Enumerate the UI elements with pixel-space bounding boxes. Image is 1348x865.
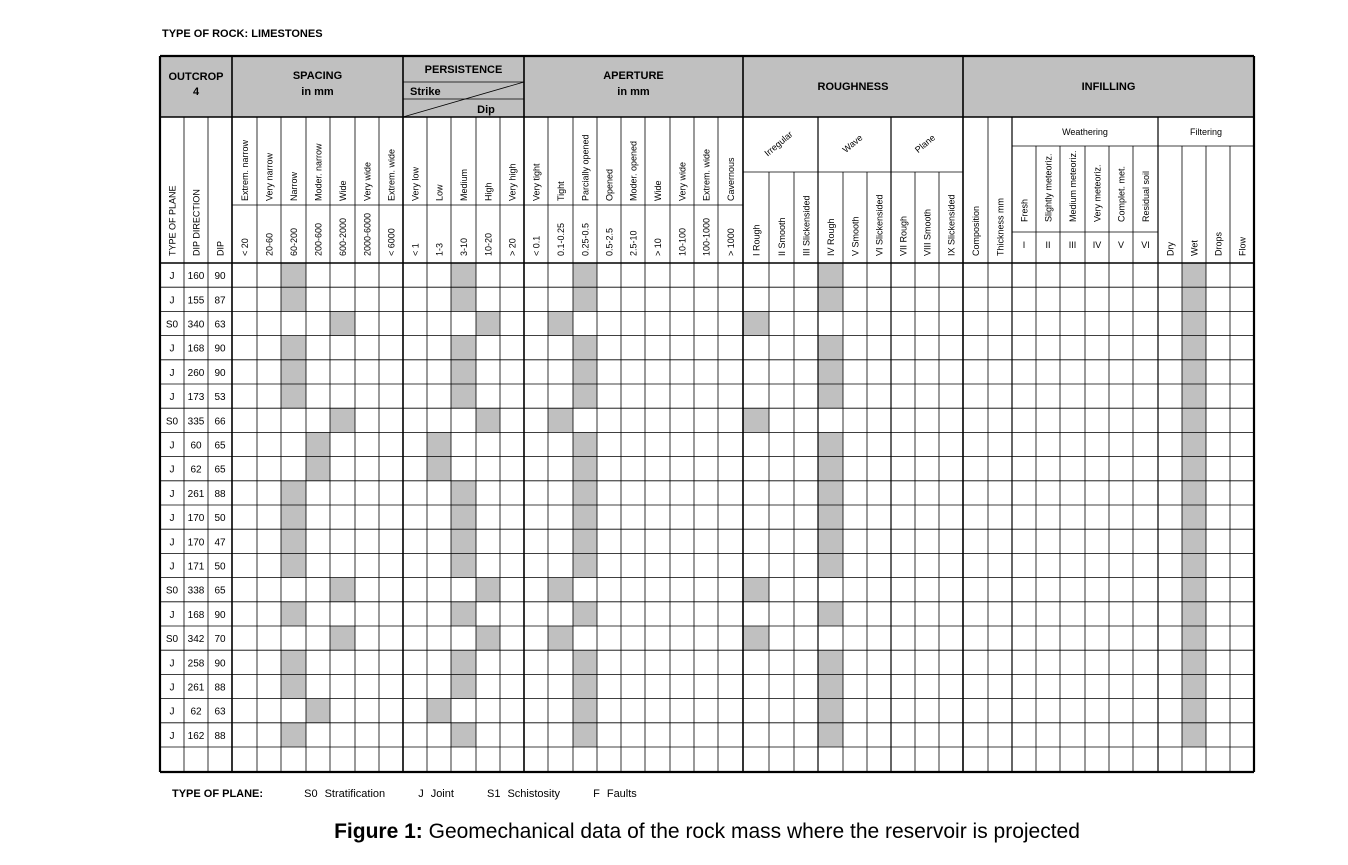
spacing-mark [281, 360, 306, 384]
strike-label: Strike [410, 86, 441, 98]
spacing-mark [281, 505, 306, 529]
spacing-range: 600-2000 [338, 217, 348, 256]
spacing-mark [330, 578, 355, 602]
roughness-name: VI Slickensided [874, 194, 885, 256]
plane-type-cell: J [169, 658, 175, 670]
dip-cell: 70 [214, 634, 226, 646]
spacing-mark [281, 263, 306, 287]
spacing-mark [306, 699, 330, 723]
persistence-mark [451, 553, 476, 577]
persistence-range: < 1 [410, 243, 421, 256]
aperture-mark [548, 311, 573, 335]
dip-cell: 50 [214, 513, 226, 525]
persistence-name: Medium [459, 168, 469, 201]
infilling-header: INFILLING [1081, 81, 1136, 93]
aperture-mark [573, 432, 597, 456]
weathering-header: Weathering [1062, 127, 1108, 137]
plane-type-cell: J [169, 367, 175, 379]
spacing-name: Extrem. narrow [240, 139, 250, 201]
dip-cell: 88 [214, 488, 226, 500]
plane-type-cell: J [169, 609, 175, 621]
filtering-mark [1182, 529, 1206, 553]
filtering-mark [1182, 287, 1206, 311]
roughness-mark [818, 529, 843, 553]
roughness-name: I Rough [751, 224, 762, 256]
dip-cell: 65 [214, 440, 226, 452]
dip-direction-cell: 261 [187, 488, 205, 500]
spacing-mark [306, 432, 330, 456]
weathering-name: Medium meteoriz. [1068, 150, 1078, 222]
plane-type-cell: J [169, 537, 175, 549]
dip-direction-cell: 62 [190, 706, 202, 718]
dip-direction-cell: 258 [187, 658, 205, 670]
persistence-mark [451, 287, 476, 311]
persistence-range: 3-10 [459, 237, 469, 256]
spacing-range: < 20 [240, 238, 250, 256]
aperture-range: 2.5-10 [628, 230, 639, 256]
dip-direction-cell: 261 [187, 682, 205, 694]
persistence-header: PERSISTENCE [424, 64, 503, 76]
filtering-mark [1182, 360, 1206, 384]
plane-type-legend [172, 788, 667, 800]
roughness-mark [818, 674, 843, 698]
plane-type-cell: S0 [165, 585, 179, 597]
filtering-mark [1182, 384, 1206, 408]
aperture-range: 0.25-0.5 [580, 222, 591, 256]
spacing-mark [281, 553, 306, 577]
aperture-mark [573, 287, 597, 311]
persistence-range: 10-20 [483, 232, 494, 256]
aperture-name: Very wide [677, 161, 688, 201]
roughness-header: ROUGHNESS [817, 81, 889, 93]
roughness-name: III Slickensided [801, 195, 812, 256]
id-column-label: DIP [215, 240, 226, 256]
persistence-name: Very low [410, 166, 421, 201]
persistence-mark [451, 263, 476, 287]
dip-cell: 90 [214, 343, 226, 355]
aperture-mark [573, 263, 597, 287]
wave-label: Wave [840, 132, 865, 155]
spacing-mark [281, 723, 306, 747]
roughness-name: IV Rough [826, 218, 836, 256]
persistence-mark [451, 723, 476, 747]
weathering-grade: V [1117, 240, 1125, 250]
legend-item-j: J Joint [418, 788, 454, 800]
spacing-mark [281, 650, 306, 674]
spacing-name: Very narrow [264, 152, 275, 201]
roughness-mark [743, 408, 769, 432]
outcrop-number: 4 [192, 86, 200, 98]
persistence-range: > 20 [507, 238, 518, 256]
roughness-mark [818, 699, 843, 723]
weathering-grade: I [1022, 240, 1026, 250]
aperture-range: 0.1-0.25 [556, 222, 566, 256]
plane-label: Plane [913, 132, 938, 155]
persistence-mark [476, 578, 500, 602]
aperture-mark [548, 408, 573, 432]
thickness-label: Thickness mm [995, 197, 1006, 256]
roughness-mark [818, 336, 843, 360]
aperture-mark [573, 384, 597, 408]
plane-type-cell: J [169, 464, 175, 476]
filtering-mark [1182, 263, 1206, 287]
spacing-mark [281, 336, 306, 360]
dip-direction-cell: 340 [187, 319, 205, 331]
aperture-mark [573, 505, 597, 529]
dip-direction-cell: 171 [187, 561, 205, 573]
dip-direction-cell: 260 [187, 367, 205, 379]
roughness-mark [818, 457, 843, 481]
spacing-header: SPACING [292, 70, 343, 82]
weathering-name: Slightly meteoriz. [1043, 153, 1054, 222]
dip-cell: 90 [214, 367, 226, 379]
dip-cell: 88 [214, 730, 226, 742]
spacing-range: 2000-6000 [362, 212, 373, 256]
aperture-mark [548, 578, 573, 602]
persistence-mark [451, 529, 476, 553]
spacing-name: Very wide [362, 161, 373, 201]
plane-type-cell: S0 [165, 634, 179, 646]
filtering-mark [1182, 650, 1206, 674]
aperture-mark [573, 457, 597, 481]
spacing-mark [281, 481, 306, 505]
plane-type-cell: J [169, 682, 175, 694]
filtering-mark [1182, 626, 1206, 650]
aperture-mark [573, 336, 597, 360]
aperture-range: 0.5-2.5 [604, 227, 615, 256]
plane-type-cell: J [169, 730, 175, 742]
aperture-name: Wide [653, 180, 663, 201]
persistence-mark [451, 650, 476, 674]
dip-direction-cell: 60 [190, 440, 202, 452]
persistence-mark [476, 311, 500, 335]
aperture-mark [573, 674, 597, 698]
dip-cell: 87 [214, 295, 226, 307]
plane-type-cell: J [169, 440, 175, 452]
spacing-mark [281, 602, 306, 626]
persistence-mark [427, 457, 451, 481]
filtering-mark [1182, 457, 1206, 481]
figure-caption [0, 820, 1348, 844]
aperture-mark [573, 699, 597, 723]
dip-direction-cell: 173 [187, 392, 205, 404]
dip-cell: 66 [214, 416, 226, 428]
roughness-mark [818, 263, 843, 287]
roughness-name: VII Rough [898, 215, 909, 256]
aperture-range: 100-1000 [701, 217, 712, 256]
dip-direction-cell: 338 [187, 585, 205, 597]
dip-cell: 53 [214, 392, 226, 404]
roughness-mark [818, 287, 843, 311]
dip-cell: 47 [214, 537, 226, 549]
document-title: TYPE OF ROCK: LIMESTONES [162, 28, 323, 40]
dip-direction-cell: 168 [187, 609, 205, 621]
id-column-label: TYPE OF PLANE [167, 185, 178, 256]
persistence-mark [451, 602, 476, 626]
roughness-mark [818, 553, 843, 577]
irregular-label: Irregular [762, 129, 795, 159]
persistence-name: Very high [507, 163, 518, 201]
aperture-name: Extrem. wide [701, 148, 712, 201]
dip-direction-cell: 162 [187, 730, 205, 742]
plane-type-cell: J [169, 392, 175, 404]
plane-type-cell: J [169, 488, 175, 500]
filtering-mark [1182, 699, 1206, 723]
dip-cell: 50 [214, 561, 226, 573]
spacing-name: Narrow [289, 171, 299, 201]
dip-cell: 90 [214, 609, 226, 621]
roughness-mark [743, 311, 769, 335]
plane-type-cell: J [169, 295, 175, 307]
aperture-name: Cavernous [726, 157, 736, 201]
spacing-name: Extrem. wide [386, 148, 397, 201]
aperture-name: Parcially opened [580, 134, 591, 201]
composition-label: Composition [971, 205, 981, 256]
filtering-mark [1182, 481, 1206, 505]
spacing-range: 20-60 [264, 232, 275, 256]
persistence-mark [476, 408, 500, 432]
dip-direction-cell: 342 [187, 634, 205, 646]
caption-label: Figure 1: [334, 820, 423, 843]
dip-cell: 65 [214, 464, 226, 476]
spacing-mark [306, 457, 330, 481]
aperture-name: Tight [556, 181, 566, 201]
aperture-unit: in mm [617, 86, 650, 98]
roughness-mark [818, 384, 843, 408]
dip-cell: 63 [214, 706, 226, 718]
spacing-mark [330, 626, 355, 650]
dip-direction-cell: 170 [187, 537, 205, 549]
filtering-header: Filtering [1189, 127, 1223, 137]
dip-label: Dip [477, 104, 495, 116]
dip-direction-cell: 160 [187, 271, 205, 283]
persistence-mark [427, 699, 451, 723]
roughness-mark [818, 505, 843, 529]
spacing-range: < 6000 [386, 228, 397, 256]
roughness-mark [818, 432, 843, 456]
filtering-mark [1182, 408, 1206, 432]
persistence-mark [427, 432, 451, 456]
id-column-label: DIP DIRECTION [191, 189, 202, 256]
spacing-mark [330, 408, 355, 432]
persistence-mark [451, 384, 476, 408]
roughness-mark [818, 602, 843, 626]
persistence-range: 1-3 [434, 242, 445, 256]
aperture-mark [573, 553, 597, 577]
dip-cell: 90 [214, 271, 226, 283]
dip-cell: 88 [214, 682, 226, 694]
persistence-mark [451, 336, 476, 360]
spacing-name: Wide [338, 180, 348, 201]
roughness-mark [818, 723, 843, 747]
roughness-mark [818, 481, 843, 505]
roughness-mark [743, 578, 769, 602]
weathering-grade: III [1068, 240, 1077, 250]
persistence-name: Low [434, 184, 445, 201]
aperture-mark [573, 602, 597, 626]
plane-type-cell: J [169, 513, 175, 525]
aperture-name: Opened [604, 168, 615, 201]
spacing-mark [330, 311, 355, 335]
weathering-grade: II [1045, 240, 1051, 250]
legend-item-f: F Faults [593, 788, 637, 800]
roughness-name: VIII Smooth [922, 208, 933, 256]
persistence-mark [451, 481, 476, 505]
filtering-name: Flow [1237, 236, 1248, 256]
persistence-mark [476, 626, 500, 650]
roughness-mark [818, 650, 843, 674]
spacing-mark [281, 529, 306, 553]
weathering-name: Fresh [1019, 198, 1030, 222]
filtering-mark [1182, 674, 1206, 698]
legend-item-s0: S0 Stratification [304, 788, 386, 800]
aperture-range: < 0.1 [531, 235, 542, 256]
weathering-name: Very meteoriz. [1092, 164, 1103, 222]
filtering-mark [1182, 336, 1206, 360]
aperture-range: > 10 [653, 238, 663, 256]
legend-item-s1: S1 Schistosity [487, 788, 561, 800]
spacing-range: 200-600 [313, 222, 324, 256]
roughness-mark [818, 360, 843, 384]
filtering-mark [1182, 553, 1206, 577]
spacing-mark [281, 287, 306, 311]
spacing-mark [281, 674, 306, 698]
plane-type-cell: J [169, 561, 175, 573]
filtering-mark [1182, 723, 1206, 747]
filtering-mark [1182, 432, 1206, 456]
plane-type-cell: J [169, 271, 175, 283]
aperture-mark [573, 529, 597, 553]
aperture-name: Moder. opened [628, 140, 639, 201]
aperture-mark [573, 481, 597, 505]
weathering-name: Complet. met. [1116, 165, 1127, 222]
persistence-mark [451, 674, 476, 698]
roughness-mark [743, 626, 769, 650]
filtering-name: Drops [1213, 231, 1224, 256]
persistence-mark [451, 505, 476, 529]
plane-type-cell: J [169, 343, 175, 355]
persistence-mark [451, 360, 476, 384]
persistence-name: High [483, 182, 494, 201]
aperture-header: APERTURE [603, 70, 664, 82]
spacing-unit: in mm [301, 86, 334, 98]
caption-text: Geomechanical data of the rock mass where the reservoir is projected [428, 820, 1080, 843]
spacing-mark [281, 384, 306, 408]
filtering-mark [1182, 602, 1206, 626]
dip-cell: 90 [214, 658, 226, 670]
aperture-mark [548, 626, 573, 650]
dip-direction-cell: 170 [187, 513, 205, 525]
aperture-mark [573, 723, 597, 747]
roughness-name: IX Slickensided [946, 194, 957, 256]
filtering-name: Wet [1189, 240, 1200, 256]
dip-cell: 63 [214, 319, 226, 331]
plane-type-cell: S0 [165, 319, 179, 331]
dip-cell: 65 [214, 585, 226, 597]
outcrop-header: OUTCROP [168, 71, 224, 83]
aperture-range: 10-100 [677, 227, 688, 256]
plane-type-cell: S0 [165, 416, 179, 428]
dip-direction-cell: 62 [190, 464, 202, 476]
roughness-name: V Smooth [850, 216, 861, 256]
aperture-range: > 1000 [726, 228, 736, 256]
spacing-name: Moder. narrow [313, 143, 324, 201]
dip-direction-cell: 335 [187, 416, 205, 428]
filtering-mark [1182, 505, 1206, 529]
plane-type-cell: J [169, 706, 175, 718]
filtering-mark [1182, 578, 1206, 602]
dip-direction-cell: 168 [187, 343, 205, 355]
roughness-name: II Smooth [777, 217, 787, 256]
spacing-range: 60-200 [289, 227, 299, 256]
filtering-name: Dry [1165, 242, 1176, 256]
aperture-mark [573, 650, 597, 674]
filtering-mark [1182, 311, 1206, 335]
legend-label: TYPE OF PLANE: [172, 788, 264, 800]
weathering-grade: VI [1141, 240, 1150, 250]
aperture-mark [573, 360, 597, 384]
weathering-name: Residual soil [1141, 170, 1151, 222]
weathering-grade: IV [1092, 240, 1102, 250]
dip-direction-cell: 155 [187, 295, 205, 307]
aperture-name: Very tight [531, 163, 542, 201]
